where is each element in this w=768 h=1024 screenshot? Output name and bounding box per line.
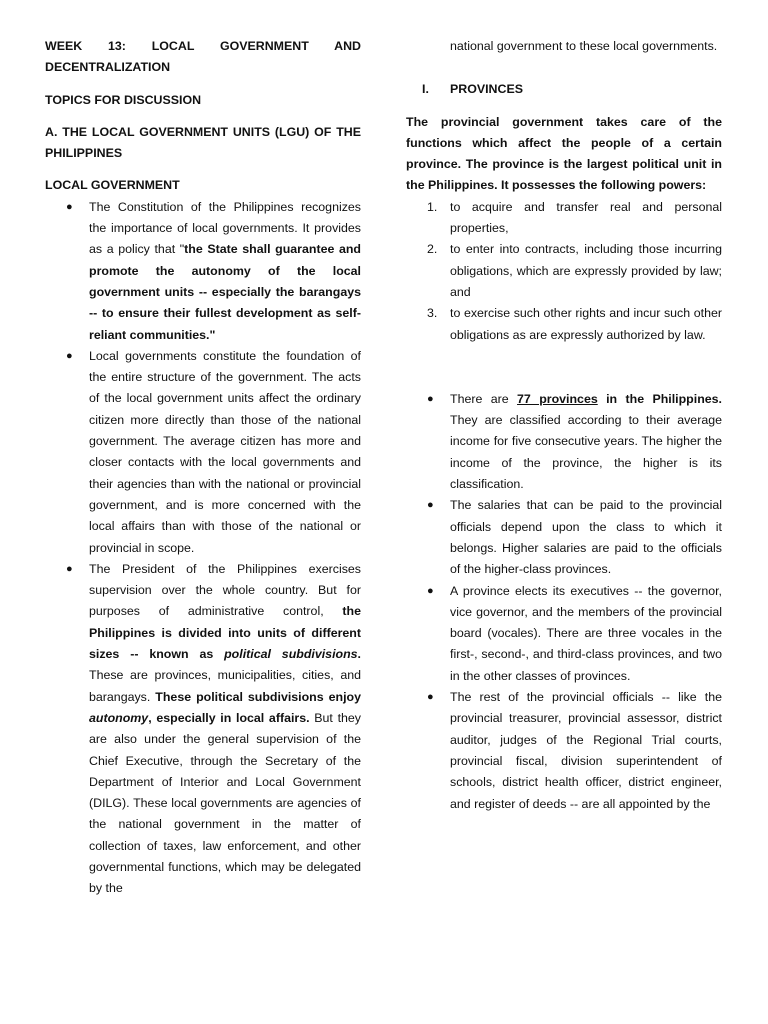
left-column — [45, 36, 361, 900]
list-item: ● The President of the Philippines exercises supervision over the whole country. But for purposes of administrative control, the Philippines is divided into units of different sizes -- known as political subdivisions. These are provinces, municipalities, cities, and barangays. These political subdivisions enjoy autonomy, especially in local affairs. But they are also under the general supervision of the Chief Executive, through the Secretary of the Department of Interior and Local Government (DILG). These local governments are agencies of the national government in the matter of collection of taxes, law enforcement, and other governmental functions, which may be delegated by the — [45, 559, 361, 900]
bullet-icon: ● — [66, 200, 73, 213]
section-a-heading: A. THE LOCAL GOVERNMENT UNITS (LGU) OF THE PHILIPPINES — [45, 124, 361, 161]
list-item: ● A province elects its executives -- the governor, vice governor, and the members of the provincial board (vocales). There are three vocales in the first-, second-, and third-class provinces, and two in the other classes of provinces. — [406, 581, 722, 687]
powers-list — [406, 197, 722, 346]
list-item: 3. to exercise such other rights and incur such other obligations as are expressly authorized by law. — [427, 306, 722, 342]
bullet-icon: ● — [427, 691, 434, 704]
continuation-block — [406, 36, 722, 57]
bullet-icon: ● — [427, 499, 434, 512]
section-title: PROVINCES — [450, 82, 523, 97]
list-item: 2. to enter into contracts, including those incurring obligations, which are expressly provided by law; and — [427, 242, 722, 299]
list-item: ● The rest of the provincial officials -- like the provincial treasurer, provincial assessor, district auditor, judges of the Regional Trial courts, provincial fiscal, division superintendent of schools, district health officer, district engineer, and register of deeds -- are all appointed by the — [406, 687, 722, 815]
provinces-heading — [406, 79, 722, 100]
bullet-icon: ● — [66, 349, 73, 362]
section-number: I. — [422, 82, 429, 97]
right-column — [406, 36, 722, 815]
list-item: ● The salaries that can be paid to the provincial officials depend upon the class to which it belongs. Higher salaries are paid to the officials of the higher-class provinces. — [406, 495, 722, 580]
province-facts-bullets — [406, 389, 722, 815]
bullet-icon: ● — [427, 392, 434, 405]
bullet-icon: ● — [66, 562, 73, 575]
list-item: ● There are 77 provinces in the Philippines. They are classified according to their average income for five consecutive years. The higher the income of the province, the higher is its classification. — [406, 389, 722, 495]
local-government-heading: LOCAL GOVERNMENT — [45, 178, 180, 193]
list-item: ● Local governments constitute the foundation of the entire structure of the government. The acts of the local government units affect the ordinary citizen more directly than those of the national government. The average citizen has more and closer contacts with the local governments and their agencies than with the national or provincial government, and is more concerned with the local affairs than with those of the national or provincial in scope. — [45, 346, 361, 559]
provinces-intro: The provincial government takes care of the functions which affect the people of a certain province. The province is the largest political unit in the Philippines. It possesses the following powers: — [406, 114, 722, 193]
continuation-text: national government to these local governments. — [450, 39, 718, 53]
list-item: 1. to acquire and transfer real and personal properties, — [427, 199, 722, 236]
bullet-icon: ● — [427, 584, 434, 597]
document-title: WEEK 13: LOCAL GOVERNMENT AND DECENTRALIZATION — [45, 39, 361, 75]
local-government-bullets — [45, 197, 361, 900]
topics-heading: TOPICS FOR DISCUSSION — [45, 92, 202, 107]
list-item: ● The Constitution of the Philippines recognizes the importance of local governments. It provides as a policy that "the State shall guarantee and promote the autonomy of the local government units -- especially the barangays -- to ensure their fullest development as self-reliant communities." — [45, 197, 361, 346]
